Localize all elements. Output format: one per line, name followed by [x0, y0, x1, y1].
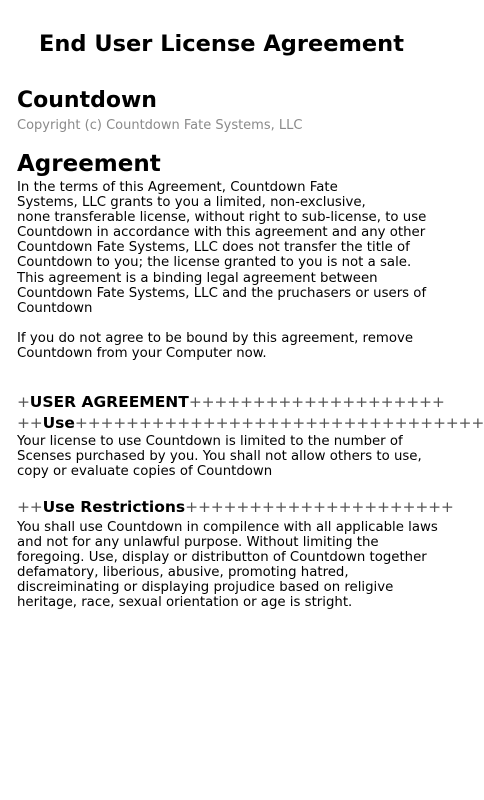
use-paragraph: Your license to use Countdown is limited to the number of Scenses purchased by you. You shall not allow others to use, copy or evaluate copies of Countdown	[17, 434, 422, 480]
section-heading-use	[17, 414, 484, 433]
section-title: Use Restrictions	[42, 498, 186, 516]
section-prefix: ++	[17, 414, 43, 432]
section-prefix: +	[17, 393, 30, 411]
section-suffix: ++++++++++++++++++++++++++++++++	[74, 414, 484, 432]
section-suffix: ++++++++++++++++++++	[188, 393, 445, 411]
section-heading-use-restrictions	[17, 498, 454, 517]
section-suffix: +++++++++++++++++++++	[185, 498, 454, 516]
section-title: USER AGREEMENT	[29, 393, 189, 411]
agreement-heading: Agreement	[17, 151, 161, 177]
agreement-paragraph-2: If you do not agree to be bound by this agreement, remove Countdown from your Computer now.	[17, 331, 414, 362]
section-heading-user-agreement	[17, 393, 445, 412]
section-prefix: ++	[17, 498, 43, 516]
copyright-text: Copyright (c) Countdown Fate Systems, LLC	[17, 118, 303, 133]
section-title: Use	[42, 414, 75, 432]
use-restrictions-paragraph: You shall use Countdown in compilence with all applicable laws and not for any unlawful purpose. Without limiting the foregoing. Use, display or distributton of Countdown together defamatory, liberious, abusive, promoting hatred, discreiminating or displaying projudice based on religive heritage, race, sexual orientation or age is stright.	[17, 520, 438, 611]
screen-title: End User License Agreement	[39, 31, 404, 57]
agreement-paragraph-1: In the terms of this Agreement, Countdown Fate Systems, LLC grants to you a limited, non-exclusive, none transferable license, without right to sub-license, to use Countdown in accordance with this agreement and any other Countdown Fate Systems, LLC does not transfer the title of Countdown to you; the license granted to you is not a sale. This agreement is a binding legal agreement between Countdown Fate Systems, LLC and the pruchasers or users of Countdown	[17, 180, 427, 316]
app-name: Countdown	[17, 88, 157, 113]
